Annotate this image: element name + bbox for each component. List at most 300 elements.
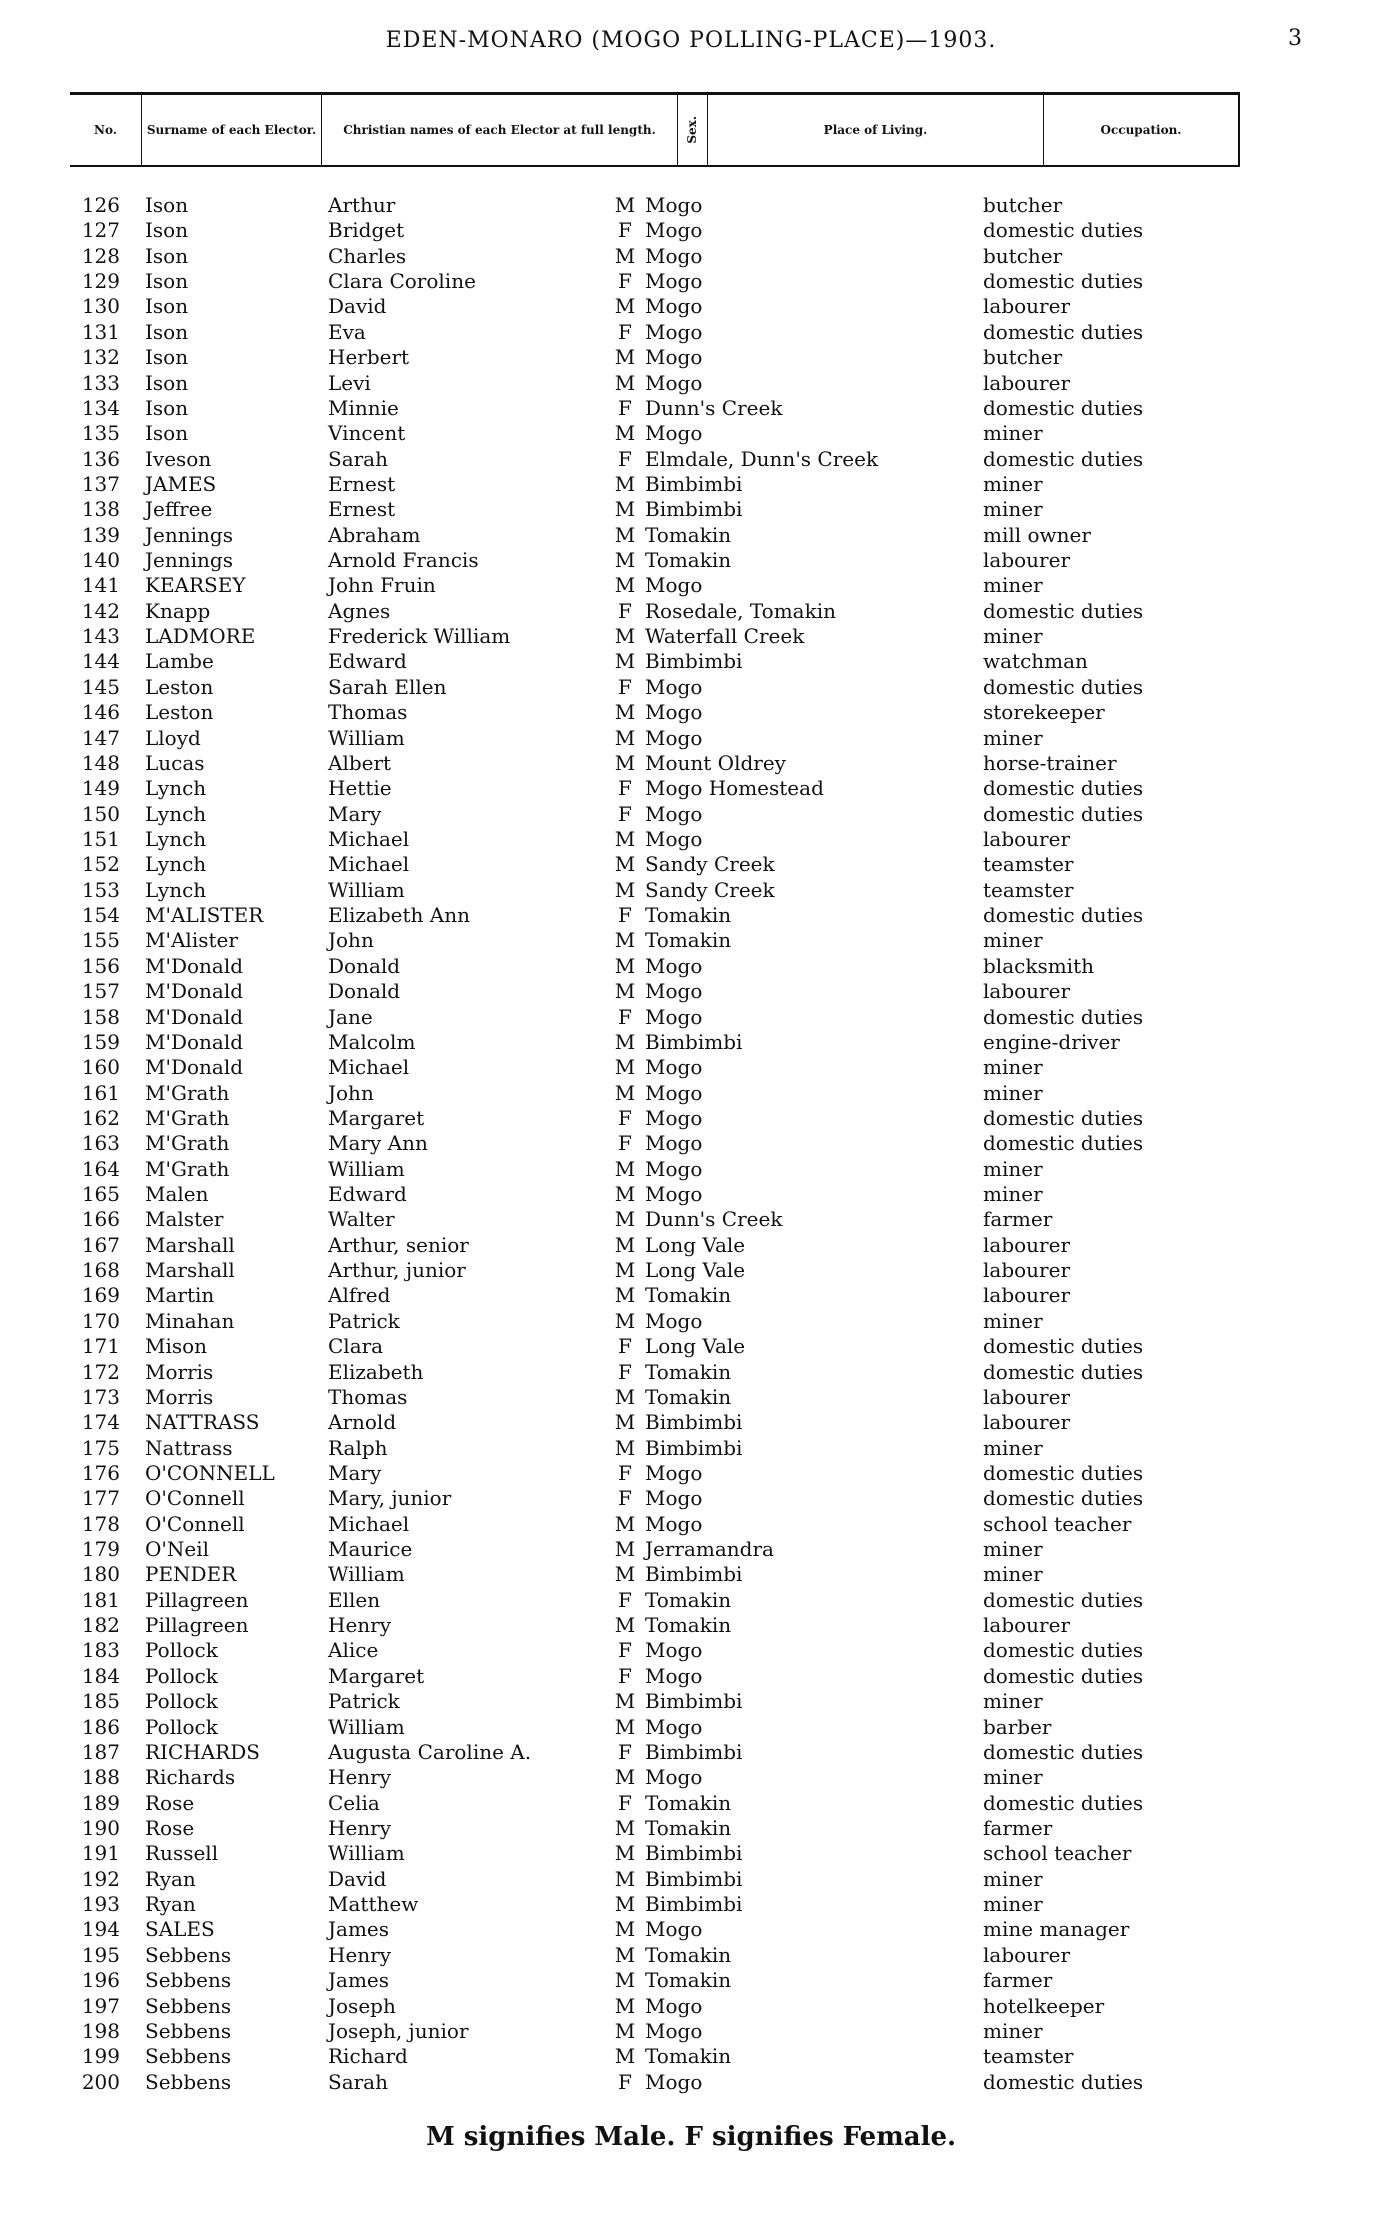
elector-surname: Sebbens: [145, 1993, 232, 2018]
elector-occupation: farmer: [983, 1968, 1053, 1993]
elector-christian-names: Eva: [328, 319, 366, 344]
elector-surname: Nattrass: [145, 1435, 233, 1460]
elector-christian-names: Michael: [328, 852, 410, 877]
elector-sex: F: [618, 1587, 632, 1612]
elector-occupation: domestic duties: [983, 776, 1144, 801]
elector-sex: F: [618, 218, 632, 243]
elector-occupation: domestic duties: [983, 1739, 1144, 1764]
elector-place: Tomakin: [645, 1359, 732, 1384]
elector-sex: F: [618, 801, 632, 826]
elector-sex: F: [618, 903, 632, 928]
elector-christian-names: William: [328, 725, 405, 750]
table-row: [0, 1131, 1382, 1156]
elector-christian-names: Richard: [328, 2044, 408, 2069]
elector-surname: Mison: [145, 1334, 208, 1359]
elector-surname: SALES: [145, 1917, 215, 1942]
elector-surname: M'Grath: [145, 1156, 230, 1181]
elector-surname: M'Donald: [145, 979, 244, 1004]
elector-surname: M'Grath: [145, 1080, 230, 1105]
table-row: [0, 1283, 1382, 1308]
elector-place: Mogo: [645, 2069, 703, 2094]
elector-occupation: domestic duties: [983, 598, 1144, 623]
elector-number: 185: [81, 1689, 120, 1714]
elector-surname: Rose: [145, 1790, 195, 1815]
elector-sex: F: [618, 395, 632, 420]
elector-sex: M: [614, 953, 636, 978]
elector-christian-names: Sarah Ellen: [328, 674, 447, 699]
elector-occupation: barber: [983, 1714, 1052, 1739]
elector-sex: F: [618, 1105, 632, 1130]
table-row: [0, 726, 1382, 751]
elector-place: Tomakin: [645, 1790, 732, 1815]
table-row: [0, 1512, 1382, 1537]
table-row: [0, 979, 1382, 1004]
elector-surname: Lynch: [145, 852, 207, 877]
elector-sex: M: [614, 700, 636, 725]
table-row: [0, 1638, 1382, 1663]
elector-place: Bimbimbi: [645, 1689, 743, 1714]
elector-occupation: mill owner: [983, 522, 1091, 547]
table-row: [0, 1106, 1382, 1131]
elector-occupation: miner: [983, 1765, 1043, 1790]
elector-occupation: school teacher: [983, 1511, 1132, 1536]
elector-place: Tomakin: [645, 548, 732, 573]
elector-place: Mogo: [645, 1004, 703, 1029]
column-header-occupation: Occupation.: [1044, 95, 1240, 165]
table-row: [0, 1055, 1382, 1080]
elector-place: Long Vale: [645, 1232, 746, 1257]
elector-christian-names: Donald: [328, 979, 401, 1004]
table-row: [0, 599, 1382, 624]
elector-number: 142: [81, 598, 120, 623]
elector-christian-names: Malcolm: [328, 1029, 416, 1054]
elector-number: 192: [81, 1866, 120, 1891]
elector-occupation: labourer: [983, 1283, 1071, 1308]
elector-place: Mogo: [645, 1460, 703, 1485]
elector-surname: Ison: [145, 243, 189, 268]
elector-sex: M: [614, 1689, 636, 1714]
table-row: [0, 1841, 1382, 1866]
elector-surname: Sebbens: [145, 2018, 232, 2043]
elector-occupation: domestic duties: [983, 1004, 1144, 1029]
elector-christian-names: Herbert: [328, 345, 410, 370]
table-row: [0, 1664, 1382, 1689]
elector-christian-names: Patrick: [328, 1308, 400, 1333]
elector-christian-names: Clara Coroline: [328, 269, 476, 294]
elector-surname: RICHARDS: [145, 1739, 260, 1764]
elector-place: Tomakin: [645, 1816, 732, 1840]
elector-christian-names: Ellen: [328, 1587, 381, 1612]
elector-sex: M: [614, 497, 636, 522]
elector-christian-names: Joseph, junior: [328, 2018, 469, 2043]
elector-sex: M: [614, 750, 636, 775]
elector-surname: Russell: [145, 1841, 219, 1866]
elector-occupation: miner: [983, 471, 1043, 496]
elector-place: Mogo: [645, 1486, 703, 1511]
elector-number: 164: [81, 1156, 120, 1181]
elector-occupation: domestic duties: [983, 2069, 1144, 2094]
table-row: [0, 1588, 1382, 1613]
elector-place: Bimbimbi: [645, 1892, 743, 1917]
table-row: [0, 396, 1382, 421]
table-row: [0, 1562, 1382, 1587]
elector-occupation: labourer: [983, 826, 1071, 851]
table-row: [0, 1816, 1382, 1841]
elector-surname: Pollock: [145, 1663, 218, 1688]
elector-christian-names: Mary: [328, 1460, 382, 1485]
elector-christian-names: Elizabeth: [328, 1359, 424, 1384]
elector-sex: F: [618, 1131, 632, 1156]
table-row: [0, 852, 1382, 877]
column-header-row: [70, 92, 1240, 167]
elector-christian-names: Thomas: [328, 1384, 408, 1409]
elector-place: Mogo: [645, 801, 703, 826]
elector-occupation: hotelkeeper: [983, 1993, 1105, 2018]
elector-christian-names: Patrick: [328, 1689, 400, 1714]
elector-christian-names: Ralph: [328, 1435, 388, 1460]
elector-surname: M'Donald: [145, 1029, 244, 1054]
elector-surname: Sebbens: [145, 2044, 232, 2069]
elector-place: Mogo: [645, 421, 703, 446]
elector-christian-names: Arnold Francis: [328, 548, 479, 573]
elector-christian-names: Hettie: [328, 776, 392, 801]
table-row: [0, 1005, 1382, 1030]
elector-occupation: domestic duties: [983, 1638, 1144, 1663]
elector-number: 141: [81, 573, 120, 598]
elector-sex: M: [614, 193, 636, 217]
elector-place: Mogo: [645, 294, 703, 319]
elector-place: Mogo: [645, 573, 703, 598]
elector-surname: Lucas: [145, 750, 205, 775]
elector-sex: M: [614, 1511, 636, 1536]
elector-number: 155: [81, 928, 120, 953]
table-row: [0, 928, 1382, 953]
elector-place: Bimbimbi: [645, 1739, 743, 1764]
elector-place: Mogo: [645, 1055, 703, 1080]
elector-number: 197: [81, 1993, 120, 2018]
table-row: [0, 700, 1382, 725]
elector-surname: PENDER: [145, 1562, 237, 1587]
elector-christian-names: Donald: [328, 953, 401, 978]
elector-surname: Jeffree: [145, 497, 213, 522]
elector-surname: Lloyd: [145, 725, 201, 750]
elector-surname: Marshall: [145, 1258, 235, 1283]
elector-christian-names: Margaret: [328, 1105, 425, 1130]
table-row: [0, 1360, 1382, 1385]
elector-occupation: domestic duties: [983, 1790, 1144, 1815]
elector-place: Mogo: [645, 243, 703, 268]
elector-surname: O'Neil: [145, 1537, 210, 1562]
elector-sex: M: [614, 1283, 636, 1308]
elector-sex: M: [614, 1942, 636, 1967]
elector-surname: Martin: [145, 1283, 215, 1308]
elector-place: Mogo: [645, 725, 703, 750]
elector-number: 137: [81, 471, 120, 496]
elector-sex: M: [614, 1866, 636, 1891]
elector-place: Bimbimbi: [645, 1841, 743, 1866]
elector-occupation: school teacher: [983, 1841, 1132, 1866]
table-row: [0, 1917, 1382, 1942]
table-row: [0, 954, 1382, 979]
elector-sex: M: [614, 548, 636, 573]
elector-occupation: miner: [983, 421, 1043, 446]
elector-number: 198: [81, 2018, 120, 2043]
table-row: [0, 1461, 1382, 1486]
elector-number: 156: [81, 953, 120, 978]
elector-number: 180: [81, 1562, 120, 1587]
elector-sex: F: [618, 1790, 632, 1815]
elector-christian-names: Edward: [328, 649, 407, 674]
elector-number: 126: [81, 193, 120, 217]
elector-christian-names: David: [328, 1866, 387, 1891]
elector-surname: Lynch: [145, 826, 207, 851]
elector-occupation: domestic duties: [983, 1334, 1144, 1359]
elector-place: Mogo: [645, 1511, 703, 1536]
elector-occupation: miner: [983, 497, 1043, 522]
elector-surname: Pillagreen: [145, 1613, 249, 1638]
elector-occupation: domestic duties: [983, 674, 1144, 699]
elector-number: 175: [81, 1435, 120, 1460]
elector-christian-names: David: [328, 294, 387, 319]
elector-occupation: labourer: [983, 1384, 1071, 1409]
elector-number: 144: [81, 649, 120, 674]
table-row: [0, 1892, 1382, 1917]
elector-occupation: domestic duties: [983, 446, 1144, 471]
elector-sex: M: [614, 1055, 636, 1080]
elector-number: 130: [81, 294, 120, 319]
elector-number: 172: [81, 1359, 120, 1384]
elector-number: 188: [81, 1765, 120, 1790]
table-row: [0, 320, 1382, 345]
elector-occupation: labourer: [983, 1613, 1071, 1638]
elector-sex: F: [618, 1460, 632, 1485]
elector-place: Tomakin: [645, 1587, 732, 1612]
table-row: [0, 447, 1382, 472]
elector-number: 158: [81, 1004, 120, 1029]
table-row: [0, 903, 1382, 928]
elector-sex: F: [618, 776, 632, 801]
elector-number: 150: [81, 801, 120, 826]
elector-christian-names: Ernest: [328, 497, 396, 522]
table-row: [0, 624, 1382, 649]
elector-occupation: miner: [983, 1537, 1043, 1562]
elector-number: 146: [81, 700, 120, 725]
elector-surname: O'Connell: [145, 1511, 245, 1536]
elector-surname: O'Connell: [145, 1486, 245, 1511]
elector-occupation: labourer: [983, 1232, 1071, 1257]
elector-surname: M'Donald: [145, 1055, 244, 1080]
elector-number: 169: [81, 1283, 120, 1308]
elector-christian-names: Henry: [328, 1613, 392, 1638]
page-title: EDEN-MONARO (MOGO POLLING-PLACE)—1903.: [385, 28, 997, 53]
elector-sex: F: [618, 674, 632, 699]
elector-surname: Ryan: [145, 1866, 196, 1891]
elector-surname: Lynch: [145, 877, 207, 902]
elector-occupation: farmer: [983, 1207, 1053, 1232]
table-row: [0, 244, 1382, 269]
elector-occupation: miner: [983, 1080, 1043, 1105]
elector-christian-names: Arthur: [328, 193, 396, 217]
elector-number: 128: [81, 243, 120, 268]
table-row: [0, 827, 1382, 852]
elector-place: Mogo: [645, 1182, 703, 1207]
table-row: [0, 1968, 1382, 1993]
elector-number: 159: [81, 1029, 120, 1054]
elector-surname: Pollock: [145, 1638, 218, 1663]
elector-occupation: watchman: [983, 649, 1088, 674]
elector-christian-names: Thomas: [328, 700, 408, 725]
elector-christian-names: Mary, junior: [328, 1486, 452, 1511]
elector-number: 184: [81, 1663, 120, 1688]
elector-occupation: domestic duties: [983, 319, 1144, 344]
elector-number: 151: [81, 826, 120, 851]
table-row: [0, 675, 1382, 700]
table-row: [0, 1791, 1382, 1816]
elector-place: Sandy Creek: [645, 877, 775, 902]
table-row: [0, 523, 1382, 548]
elector-surname: NATTRASS: [145, 1410, 260, 1435]
elector-sex: M: [614, 2018, 636, 2043]
elector-surname: Ison: [145, 421, 189, 446]
elector-christian-names: Levi: [328, 370, 371, 395]
elector-number: 165: [81, 1182, 120, 1207]
table-row: [0, 1309, 1382, 1334]
elector-surname: Lynch: [145, 801, 207, 826]
elector-surname: Malster: [145, 1207, 224, 1232]
elector-christian-names: Celia: [328, 1790, 380, 1815]
table-row: [0, 1765, 1382, 1790]
elector-sex: F: [618, 1486, 632, 1511]
elector-occupation: miner: [983, 573, 1043, 598]
table-row: [0, 548, 1382, 573]
elector-occupation: miner: [983, 1308, 1043, 1333]
table-row: [0, 878, 1382, 903]
elector-number: 196: [81, 1968, 120, 1993]
elector-sex: M: [614, 1816, 636, 1840]
elector-occupation: miner: [983, 1055, 1043, 1080]
elector-number: 148: [81, 750, 120, 775]
elector-occupation: horse-trainer: [983, 750, 1117, 775]
elector-place: Mogo: [645, 1308, 703, 1333]
elector-place: Mount Oldrey: [645, 750, 786, 775]
elector-christian-names: William: [328, 1714, 405, 1739]
elector-christian-names: Ernest: [328, 471, 396, 496]
elector-sex: M: [614, 1384, 636, 1409]
elector-christian-names: Alfred: [328, 1283, 391, 1308]
elector-number: 160: [81, 1055, 120, 1080]
elector-occupation: labourer: [983, 548, 1071, 573]
elector-christian-names: Matthew: [328, 1892, 419, 1917]
elector-christian-names: William: [328, 1156, 405, 1181]
elector-surname: Leston: [145, 700, 214, 725]
elector-surname: Pollock: [145, 1714, 218, 1739]
elector-occupation: storekeeper: [983, 700, 1105, 725]
elector-surname: LADMORE: [145, 624, 256, 649]
elector-occupation: miner: [983, 1892, 1043, 1917]
elector-place: Mogo: [645, 1638, 703, 1663]
elector-occupation: mine manager: [983, 1917, 1130, 1942]
elector-occupation: miner: [983, 1182, 1043, 1207]
elector-sex: M: [614, 1410, 636, 1435]
elector-sex: F: [618, 1004, 632, 1029]
elector-surname: Morris: [145, 1384, 214, 1409]
elector-place: Mogo: [645, 674, 703, 699]
elector-place: Tomakin: [645, 522, 732, 547]
elector-occupation: butcher: [983, 243, 1063, 268]
elector-number: 195: [81, 1942, 120, 1967]
elector-sex: F: [618, 446, 632, 471]
elector-christian-names: Alice: [328, 1638, 379, 1663]
elector-place: Mogo: [645, 193, 703, 217]
elector-surname: Minahan: [145, 1308, 235, 1333]
elector-occupation: labourer: [983, 1942, 1071, 1967]
elector-christian-names: James: [328, 1917, 390, 1942]
elector-sex: M: [614, 826, 636, 851]
elector-occupation: miner: [983, 1689, 1043, 1714]
elector-surname: M'Alister: [145, 928, 238, 953]
elector-number: 179: [81, 1537, 120, 1562]
elector-number: 170: [81, 1308, 120, 1333]
elector-christian-names: John Fruin: [328, 573, 436, 598]
table-row: [0, 802, 1382, 827]
elector-surname: Marshall: [145, 1232, 235, 1257]
elector-christian-names: William: [328, 1562, 405, 1587]
elector-place: Bimbimbi: [645, 1435, 743, 1460]
elector-sex: M: [614, 243, 636, 268]
elector-surname: Ison: [145, 345, 189, 370]
elector-number: 127: [81, 218, 120, 243]
elector-place: Bimbimbi: [645, 1029, 743, 1054]
elector-place: Elmdale, Dunn's Creek: [645, 446, 879, 471]
elector-surname: Iveson: [145, 446, 212, 471]
table-row: [0, 776, 1382, 801]
elector-occupation: butcher: [983, 345, 1063, 370]
elector-sex: M: [614, 2044, 636, 2069]
elector-occupation: domestic duties: [983, 903, 1144, 928]
table-row: [0, 345, 1382, 370]
elector-surname: Lynch: [145, 776, 207, 801]
table-row: [0, 472, 1382, 497]
elector-christian-names: Joseph: [328, 1993, 396, 2018]
elector-sex: M: [614, 979, 636, 1004]
elector-sex: M: [614, 928, 636, 953]
elector-sex: F: [618, 1638, 632, 1663]
elector-number: 152: [81, 852, 120, 877]
elector-sex: F: [618, 1334, 632, 1359]
elector-sex: M: [614, 345, 636, 370]
elector-occupation: domestic duties: [983, 1587, 1144, 1612]
table-row: [0, 193, 1382, 218]
elector-christian-names: William: [328, 1841, 405, 1866]
elector-occupation: miner: [983, 1562, 1043, 1587]
elector-christian-names: Abraham: [328, 522, 421, 547]
elector-occupation: teamster: [983, 852, 1074, 877]
elector-christian-names: Arthur, junior: [328, 1258, 466, 1283]
elector-occupation: teamster: [983, 877, 1074, 902]
elector-christian-names: James: [328, 1968, 390, 1993]
elector-number: 132: [81, 345, 120, 370]
elector-number: 161: [81, 1080, 120, 1105]
elector-sex: F: [618, 2069, 632, 2094]
elector-place: Jerramandra: [645, 1537, 774, 1562]
elector-place: Mogo Homestead: [645, 776, 824, 801]
elector-place: Tomakin: [645, 1613, 732, 1638]
elector-place: Dunn's Creek: [645, 395, 783, 420]
elector-number: 194: [81, 1917, 120, 1942]
elector-occupation: miner: [983, 928, 1043, 953]
elector-number: 134: [81, 395, 120, 420]
elector-surname: KEARSEY: [145, 573, 246, 598]
